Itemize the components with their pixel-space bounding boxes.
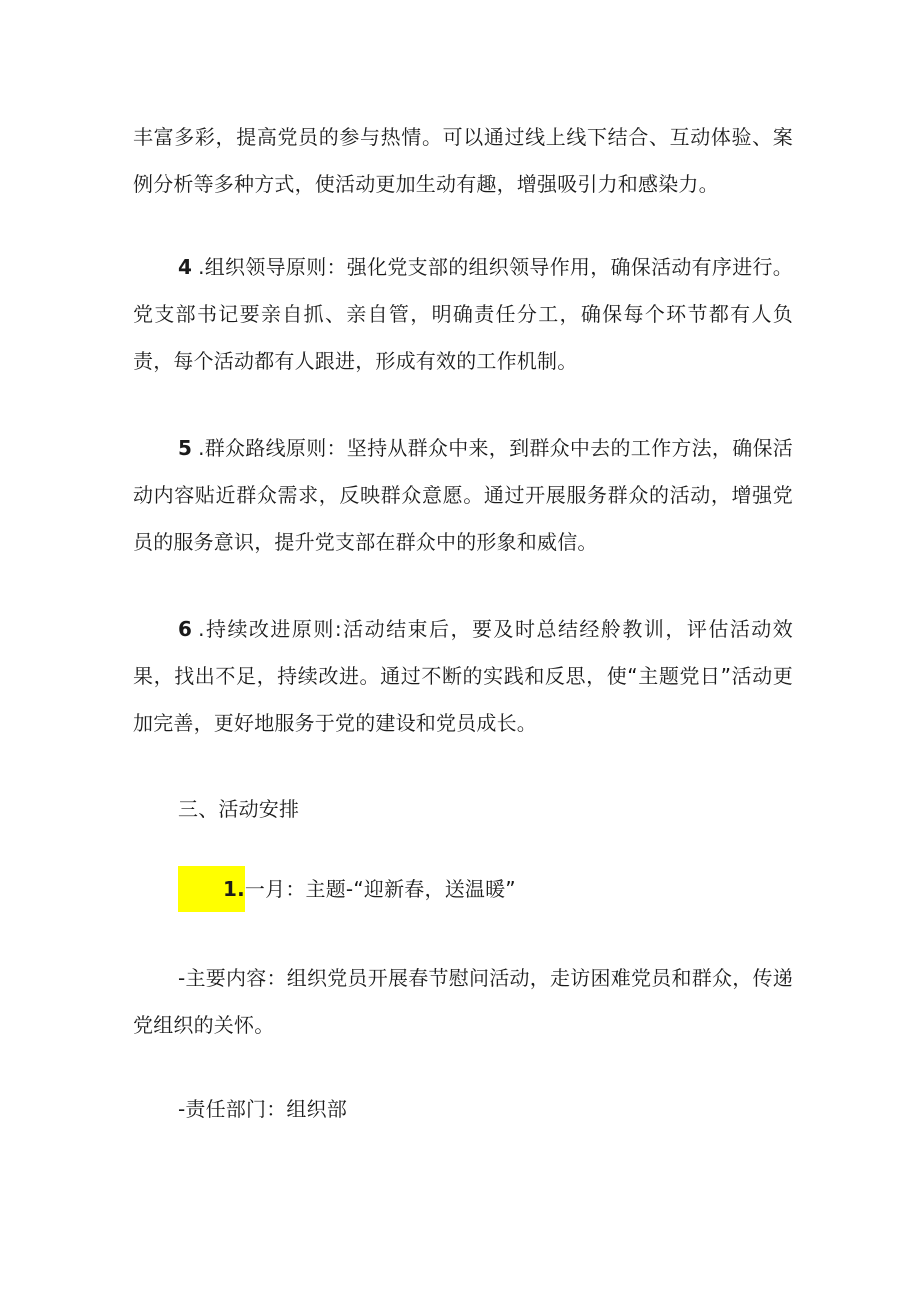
january-main-content: -主要内容：组织党员开展春节慰问活动，走访困难党员和群众，传递党组织的关怀。	[133, 966, 793, 1037]
january-title: 一月：主题-“迎新春，送温暖”	[244, 877, 516, 901]
paragraph-intro-continuation: 丰富多彩，提高党员的参与热情。可以通过线上线下结合、互动体验、案例分析等多种方式，使活动更加生动有趣，增强吸引力和感染力。	[133, 125, 793, 196]
principle-6-text: .持续改进原则:活动结束后，要及时总结经舲教训，评估活动效果，找出不足，持续改进。通过不断的实践和反思，使“主题党日”活动更加完善，更好地服务于党的建设和党员成长。	[133, 617, 793, 735]
principle-4-number: 4	[178, 255, 193, 279]
paragraph-principle-5	[133, 425, 793, 566]
principle-5-text: .群众路线原则：坚持从群众中来，到群众中去的工作方法，确保活动内容贴近群众需求，反映群众意愿。通过开展服务群众的活动，增强党员的服务意识，提升党支部在群众中的形象和威信。	[133, 436, 793, 554]
section-heading-activity-schedule: 三、活动安排	[178, 797, 300, 821]
paragraph-principle-4	[133, 244, 793, 385]
principle-6-number: 6	[178, 617, 193, 641]
principle-5-number: 5	[178, 436, 193, 460]
paragraph-principle-6	[133, 606, 793, 747]
january-number-highlight: 1.	[178, 866, 245, 912]
january-responsible-department: -责任部门：组织部	[178, 1097, 348, 1121]
principle-4-text: .组织领导原则：强化党支部的组织领导作用，确保活动有序进行。党支部书记要亲自抓、亲自管，明确责任分工，确保每个环节都有人负责，每个活动都有人跟进，形成有效的工作机制。	[133, 255, 793, 373]
schedule-item-january	[133, 866, 793, 913]
